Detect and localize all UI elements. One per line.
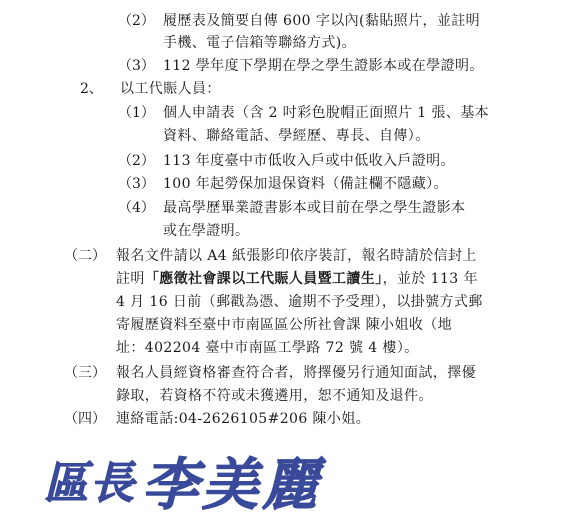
text-prefix: 註明 <box>116 271 145 287</box>
section-text-continued: 錄取，若資格不符或未獲遴用，恕不通知及退件。 <box>116 388 433 404</box>
item-text-continued: 手機、電子信箱等聯絡方式)。 <box>163 35 357 51</box>
signature-stamp <box>40 446 350 518</box>
signature-calligraphy <box>40 446 350 518</box>
item-marker: （3） <box>118 58 155 74</box>
signature-title-glyphs: 區長 <box>44 458 136 509</box>
item-marker: （3） <box>118 176 155 192</box>
item-text: 個人申請表（含 2 吋彩色脫帽正面照片 1 張、基本 <box>163 105 490 121</box>
section-text-continued: 寄履歷資料至臺中市南區區公所社會課 陳小姐收（地 <box>116 317 453 333</box>
text-suffix: ，並於 113 年 <box>382 271 478 287</box>
section-marker: （二） <box>64 248 106 264</box>
signature-name-glyphs: 李美麗 <box>142 452 322 518</box>
item-marker: （2） <box>118 153 155 169</box>
section-marker: （三） <box>64 365 106 381</box>
item-text: 113 年度臺中市低收入戶或中低收入戶證明。 <box>163 153 455 169</box>
section-text-continued: 4 月 16 日前（郵戳為憑、逾期不予受理），以掛號方式郵 <box>116 294 483 310</box>
item-marker: （1） <box>118 105 155 121</box>
item-text: 112 學年度下學期在學之學生證影本或在學證明。 <box>163 58 484 74</box>
section-text: 連絡電話:04-2626105#206 陳小姐。 <box>116 411 371 427</box>
item-text: 履歷表及簡要自傳 600 字以內(黏貼照片，並註明 <box>163 13 481 29</box>
item-marker: （4） <box>118 200 155 216</box>
emphasized-title: 「應徵社會課以工代賑人員暨工讀生」 <box>144 271 383 287</box>
item-text-continued: 或在學證明。 <box>163 223 250 239</box>
item-text: 100 年起勞保加退保資料（備註欄不隱藏）。 <box>163 176 448 192</box>
item-marker: （2） <box>118 13 155 29</box>
item-text-continued: 資料、聯絡電話、學經歷、專長、自傳）。 <box>163 128 430 144</box>
section-text-continued: 址：402204 臺中市南區工學路 72 號 4 樓）。 <box>116 340 419 356</box>
section-text: 報名文件請以 A4 紙張影印依序裝訂，報名時請於信封上 <box>116 248 477 264</box>
section-marker: （四） <box>64 411 106 427</box>
item-text: 最高學歷畢業證書影本或目前在學之學生證影本 <box>163 200 466 216</box>
section-text-continued <box>116 268 478 290</box>
section-text: 報名人員經資格審查符合者，將擇優另行通知面試，擇優 <box>116 365 476 381</box>
section-marker: 2、 <box>80 81 103 97</box>
section-heading: 以工代賑人員： <box>120 81 221 97</box>
